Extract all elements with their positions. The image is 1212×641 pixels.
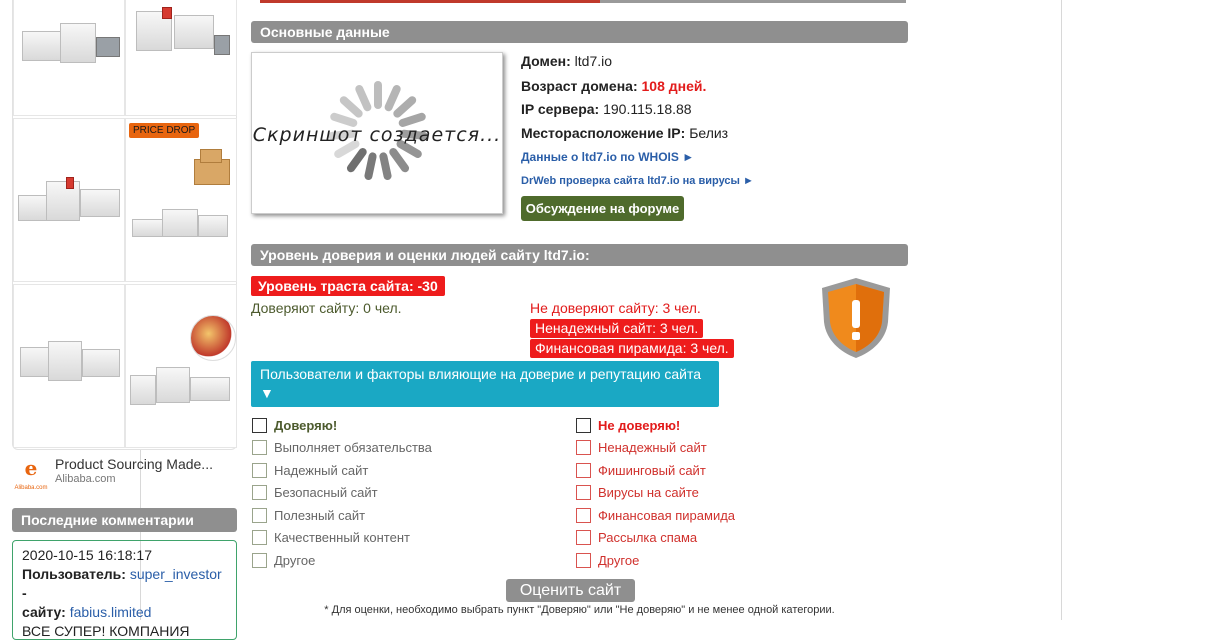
checkbox-box[interactable]	[576, 485, 591, 500]
comment-text: ВСЕ СУПЕР! КОМПАНИЯ	[22, 623, 190, 639]
drweb-link[interactable]: DrWeb проверка сайта ltd7.io на вирусы ►	[521, 175, 754, 187]
checkbox-box[interactable]	[252, 418, 267, 433]
whois-link[interactable]: Данные о ltd7.io по WHOIS ►	[521, 150, 695, 164]
checkbox-safe-site[interactable]: Безопасный сайт	[252, 485, 378, 503]
ad-product-image[interactable]	[125, 0, 237, 116]
checkbox-quality-content[interactable]: Качественный контент	[252, 530, 410, 548]
checkbox-distrust[interactable]: Не доверяю!	[576, 418, 680, 436]
checkbox-box[interactable]	[252, 463, 267, 478]
checkbox-spam[interactable]: Рассылка спама	[576, 530, 697, 548]
checkbox-phishing-site[interactable]: Фишинговый сайт	[576, 463, 706, 481]
domain-age-value: 108 дней.	[641, 78, 707, 94]
trust-yes-count: Доверяют сайту: 0 чел.	[251, 300, 402, 316]
screenshot-loading-text: Скриншот создается...	[252, 124, 502, 146]
checkbox-fulfills-obligations[interactable]: Выполняет обязательства	[252, 440, 432, 458]
comment-site-link[interactable]: fabius.limited	[69, 604, 152, 620]
comment-user-link[interactable]: super_investor	[129, 566, 222, 582]
forum-discussion-button[interactable]: Обсуждение на форуме	[521, 196, 684, 221]
checkbox-box[interactable]	[576, 440, 591, 455]
rating-footnote: * Для оценки, необходимо выбрать пункт "Доверяю" или "Не доверяю" и не менее одной категории.	[324, 604, 835, 616]
alibaba-logo-icon: e Alibaba.com	[14, 456, 48, 491]
ad-footer[interactable]	[12, 452, 237, 492]
ad-source: Alibaba.com	[55, 473, 116, 485]
ip-location-value: Белиз	[689, 125, 729, 141]
ad-product-image[interactable]	[13, 118, 125, 282]
rate-site-button[interactable]: Оценить сайт	[506, 579, 635, 602]
checkbox-other-negative[interactable]: Другое	[576, 553, 639, 571]
factors-toggle-button[interactable]: Пользователи и факторы влияющие на доверие и репутацию сайта ▼	[251, 361, 719, 407]
checkbox-unreliable-site[interactable]: Ненадежный сайт	[576, 440, 707, 458]
checkbox-box[interactable]	[576, 530, 591, 545]
checkbox-box[interactable]	[576, 508, 591, 523]
alibaba-ad[interactable]	[12, 0, 237, 492]
recent-comments-header: Последние комментарии	[12, 508, 237, 532]
checkbox-financial-pyramid[interactable]: Финансовая пирамида	[576, 508, 735, 526]
warning-shield-icon	[818, 276, 894, 360]
comment-card	[12, 540, 237, 640]
ad-product-image[interactable]	[13, 284, 125, 448]
comment-user-label: Пользователь:	[22, 566, 126, 582]
ip-location-row: Месторасположение IP: Белиз	[521, 125, 729, 141]
trust-header: Уровень доверия и оценки людей сайту ltd7.io:	[251, 244, 908, 266]
unreliable-site-tag: Ненадежный сайт: 3 чел.	[530, 319, 703, 338]
checkbox-viruses[interactable]: Вирусы на сайте	[576, 485, 699, 503]
ad-product-grid[interactable]	[12, 0, 237, 450]
basic-data-header: Основные данные	[251, 21, 908, 43]
checkbox-box[interactable]	[252, 440, 267, 455]
checkbox-box[interactable]	[576, 553, 591, 568]
comment-dash: -	[22, 585, 27, 601]
ad-title[interactable]: Product Sourcing Made...	[55, 456, 213, 472]
checkbox-box[interactable]	[252, 530, 267, 545]
comment-site-label: сайту:	[22, 604, 66, 620]
financial-pyramid-tag: Финансовая пирамида: 3 чел.	[530, 339, 734, 358]
checkbox-box[interactable]	[576, 463, 591, 478]
checkbox-other-positive[interactable]: Другое	[252, 553, 315, 571]
checkbox-trust[interactable]: Доверяю!	[252, 418, 337, 436]
ad-product-image[interactable]	[13, 0, 125, 116]
trust-no-count: Не доверяют сайту: 3 чел.	[530, 300, 701, 316]
checkbox-box[interactable]	[252, 553, 267, 568]
ad-product-image[interactable]	[125, 118, 237, 282]
top-banner-strip	[260, 0, 906, 3]
checkbox-box[interactable]	[252, 485, 267, 500]
site-screenshot	[251, 52, 503, 214]
server-ip-value: 190.115.18.88	[603, 101, 692, 117]
checkbox-useful-site[interactable]: Полезный сайт	[252, 508, 365, 526]
domain-value: ltd7.io	[574, 53, 613, 69]
comment-date: 2020-10-15 16:18:17	[22, 547, 152, 563]
server-ip-row: IP сервера: 190.115.18.88	[521, 101, 692, 117]
checkbox-reliable-site[interactable]: Надежный сайт	[252, 463, 368, 481]
checkbox-box[interactable]	[576, 418, 591, 433]
price-drop-badge: PRICE DROP	[129, 123, 199, 138]
checkbox-box[interactable]	[252, 508, 267, 523]
domain-age-row: Возраст домена: 108 дней.	[521, 78, 707, 94]
ad-product-image[interactable]	[125, 284, 237, 448]
domain-row: Домен: ltd7.io	[521, 53, 613, 69]
trust-level-badge: Уровень траста сайта: -30	[251, 276, 445, 296]
